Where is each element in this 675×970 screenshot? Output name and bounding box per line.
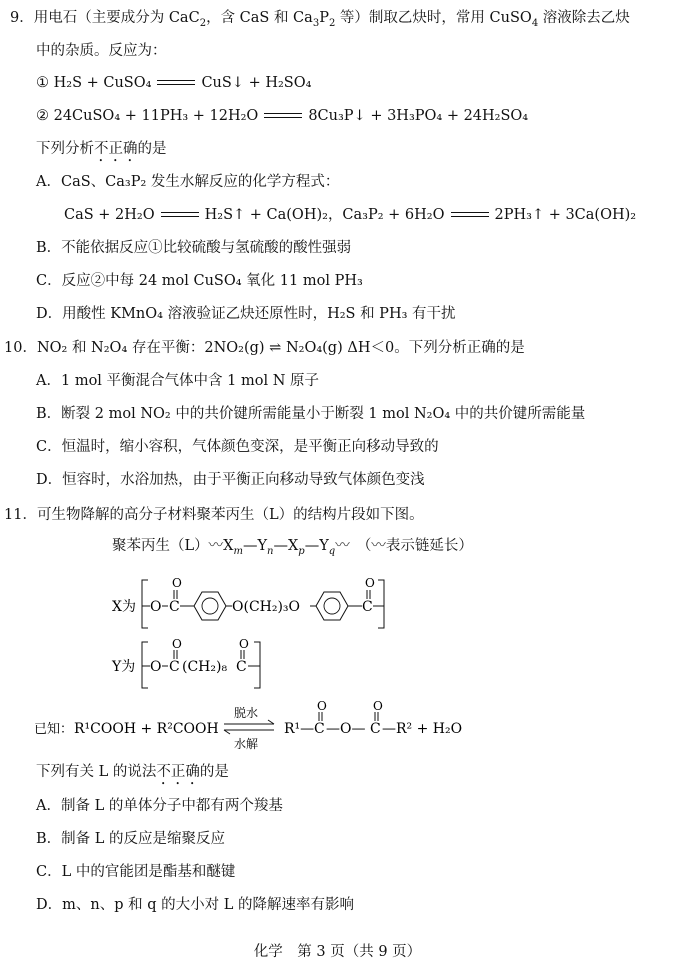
q9-option-c[interactable]: C．反应②中每 24 mol CuSO₄ 氧化 11 mol PH₃	[36, 273, 363, 289]
arrow-head-icon	[268, 720, 274, 724]
svg-text:C: C	[362, 599, 373, 615]
svg-text:—O—: —O—	[326, 721, 366, 737]
q10-option-a[interactable]: A．1 mol 平衡混合气体中含 1 mol N 原子	[36, 373, 320, 389]
svg-text:—R² + H₂O: —R² + H₂O	[382, 721, 463, 737]
svg-text:(CH₂)₈: (CH₂)₈	[182, 659, 228, 675]
y-label: Y为	[112, 659, 136, 675]
q11-option-d[interactable]: D．m、n、p 和 q 的大小对 L 的降解速率有影响	[36, 897, 354, 913]
svg-text:O: O	[172, 637, 182, 651]
left-bracket-icon	[142, 642, 148, 688]
q9-question: 下列分析不正确的是	[36, 141, 167, 157]
arrow-head-icon	[224, 730, 230, 734]
equals-arrow-icon	[451, 210, 489, 220]
q10-stem: 10．NO₂ 和 N₂O₄ 存在平衡：2NO₂(g) ⇌ N₂O₄(g) ΔH＜0。下列分析正确的是	[4, 340, 525, 356]
svg-text:已知：: 已知：	[34, 722, 74, 737]
q11-question: 下列有关 L 的说法不正确的是	[36, 764, 229, 780]
q11-option-a[interactable]: A．制备 L 的单体分子中都有两个羧基	[36, 798, 283, 814]
q9-option-a-equations: CaS + 2H₂O H₂S↑ + Ca(OH)₂，Ca₃P₂ + 6H₂O 2PH₃↑ + 3Ca(OH)₂	[64, 207, 637, 223]
svg-text:R¹COOH + R²COOH: R¹COOH + R²COOH	[74, 721, 219, 737]
svg-text:C: C	[370, 721, 381, 737]
q10-number: 10．	[4, 340, 37, 356]
svg-text:O(CH₂)₃O: O(CH₂)₃O	[232, 599, 301, 615]
svg-text:水解: 水解	[234, 737, 259, 751]
right-bracket-icon	[254, 642, 260, 688]
x-label: X为	[112, 599, 136, 615]
benzene-ring-icon	[194, 592, 226, 620]
equals-arrow-icon	[161, 210, 199, 220]
svg-text:R¹—: R¹—	[284, 721, 315, 737]
q11-option-c[interactable]: C．L 中的官能团是酯基和醚键	[36, 864, 236, 880]
q11-option-b[interactable]: B．制备 L 的反应是缩聚反应	[36, 831, 226, 847]
q10-option-b[interactable]: B．断裂 2 mol NO₂ 中的共价键所需能量小于断裂 1 mol N₂O₄ 中的共价键所需能量	[36, 406, 586, 422]
q10-option-c[interactable]: C．恒温时，缩小容积，气体颜色变深，是平衡正向移动导致的	[36, 439, 439, 455]
svg-text:O: O	[172, 576, 182, 590]
svg-text:C: C	[236, 659, 247, 675]
q9-stem: 9．用电石（主要成分为 CaC$_2$，含 CaS 和 $Ca_3P_2$ 等）制取乙炔时，常用 CuSO$_4$ 溶液除去乙炔	[10, 10, 630, 29]
q9-reaction-2: ② 24CuSO₄ + 11PH₃ + 12H₂O 8Cu₃P↓ + 3H₃PO₄ + 24H₂SO₄	[36, 108, 529, 124]
q9-option-a[interactable]: A．CaS、Ca₃P₂ 发生水解反应的化学方程式：	[36, 174, 340, 190]
left-bracket-icon	[142, 580, 148, 628]
equals-arrow-icon	[157, 78, 195, 88]
svg-text:O: O	[239, 637, 249, 651]
q10-option-d[interactable]: D．恒容时，水浴加热，由于平衡正向移动导致气体颜色变浅	[36, 472, 425, 488]
aromatic-circle	[202, 598, 218, 614]
right-bracket-icon	[378, 580, 384, 628]
q11-stem: 11．可生物降解的高分子材料聚苯丙生（L）的结构片段如下图。	[4, 507, 424, 523]
svg-text:C: C	[314, 721, 325, 737]
q9-number: 9．	[10, 10, 34, 26]
q9-reaction-1: ① H₂S + CuSO₄ CuS↓ + H₂SO₄	[36, 75, 312, 91]
svg-text:O: O	[373, 700, 383, 713]
q11-structure-line: 聚苯丙生（L）〰$X_m—Y_n—X_p—Y_q$〰 （〰表示链延长）	[112, 538, 473, 557]
benzene-ring-icon	[316, 592, 348, 620]
q9-stem-line2: 中的杂质。反应为：	[36, 43, 167, 59]
q9-option-b[interactable]: B．不能依据反应①比较硫酸与氢硫酸的酸性强弱	[36, 240, 352, 256]
equals-arrow-icon	[264, 111, 302, 121]
svg-text:脱水: 脱水	[234, 706, 259, 720]
known-esterification-reaction	[34, 700, 474, 756]
svg-text:C: C	[169, 599, 180, 615]
svg-text:O: O	[150, 599, 162, 615]
aromatic-circle	[324, 598, 340, 614]
q9-option-d[interactable]: D．用酸性 KMnO₄ 溶液验证乙炔还原性时，H₂S 和 PH₃ 有干扰	[36, 306, 456, 322]
svg-text:O: O	[317, 700, 327, 713]
svg-text:O: O	[365, 576, 375, 590]
svg-text:C: C	[169, 659, 180, 675]
q11-number: 11．	[4, 507, 37, 523]
page-footer: 化学 第 3 页（共 9 页）	[253, 944, 422, 960]
y-repeat-unit-structure	[108, 636, 278, 694]
x-repeat-unit-structure	[108, 570, 398, 640]
svg-text:O: O	[150, 659, 162, 675]
